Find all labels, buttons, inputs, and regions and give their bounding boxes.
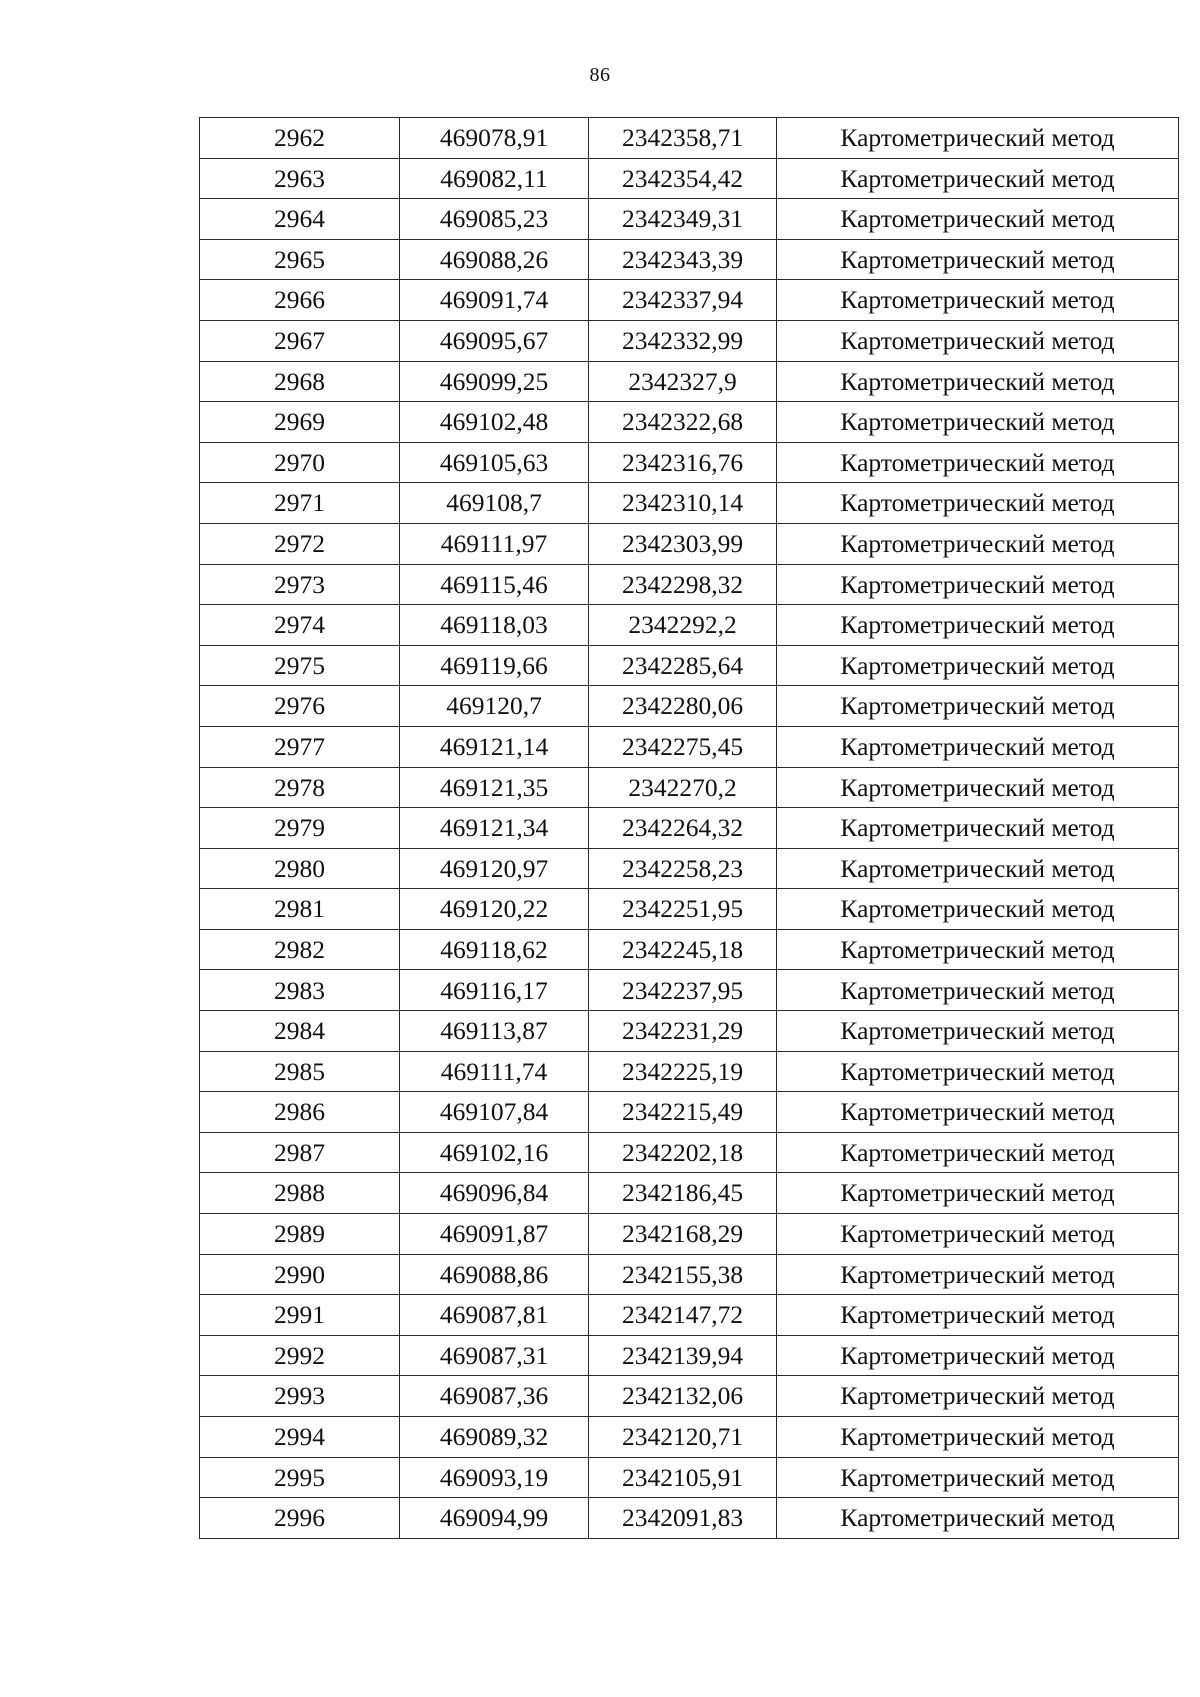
table-row <box>200 970 1179 1011</box>
table-row <box>200 1011 1179 1052</box>
point-number-cell: 2963 <box>200 158 400 199</box>
y-coordinate-cell: 2342310,14 <box>589 483 777 524</box>
point-number-cell: 2992 <box>200 1335 400 1376</box>
table-row <box>200 1173 1179 1214</box>
method-cell: Картометрический метод <box>777 1214 1179 1255</box>
point-number-cell: 2966 <box>200 280 400 321</box>
x-coordinate-cell: 469121,34 <box>400 808 589 849</box>
y-coordinate-cell: 2342275,45 <box>589 726 777 767</box>
point-number-cell: 2988 <box>200 1173 400 1214</box>
x-coordinate-cell: 469113,87 <box>400 1011 589 1052</box>
coordinates-table-body <box>200 118 1179 1539</box>
table-row <box>200 118 1179 159</box>
method-cell: Картометрический метод <box>777 320 1179 361</box>
table-row <box>200 848 1179 889</box>
point-number-cell: 2993 <box>200 1376 400 1417</box>
y-coordinate-cell: 2342202,18 <box>589 1132 777 1173</box>
point-number-cell: 2971 <box>200 483 400 524</box>
point-number-cell: 2994 <box>200 1417 400 1458</box>
point-number-cell: 2984 <box>200 1011 400 1052</box>
y-coordinate-cell: 2342132,06 <box>589 1376 777 1417</box>
method-cell: Картометрический метод <box>777 726 1179 767</box>
y-coordinate-cell: 2342120,71 <box>589 1417 777 1458</box>
method-cell: Картометрический метод <box>777 523 1179 564</box>
y-coordinate-cell: 2342251,95 <box>589 889 777 930</box>
point-number-cell: 2982 <box>200 929 400 970</box>
table-row <box>200 564 1179 605</box>
point-number-cell: 2972 <box>200 523 400 564</box>
table-row <box>200 605 1179 646</box>
method-cell: Картометрический метод <box>777 1254 1179 1295</box>
table-row <box>200 1457 1179 1498</box>
method-cell: Картометрический метод <box>777 239 1179 280</box>
x-coordinate-cell: 469107,84 <box>400 1092 589 1133</box>
y-coordinate-cell: 2342225,19 <box>589 1051 777 1092</box>
x-coordinate-cell: 469102,16 <box>400 1132 589 1173</box>
y-coordinate-cell: 2342264,32 <box>589 808 777 849</box>
y-coordinate-cell: 2342354,42 <box>589 158 777 199</box>
point-number-cell: 2968 <box>200 361 400 402</box>
y-coordinate-cell: 2342258,23 <box>589 848 777 889</box>
point-number-cell: 2964 <box>200 199 400 240</box>
method-cell: Картометрический метод <box>777 1295 1179 1336</box>
table-row <box>200 726 1179 767</box>
table-row <box>200 402 1179 443</box>
method-cell: Картометрический метод <box>777 483 1179 524</box>
table-row <box>200 158 1179 199</box>
x-coordinate-cell: 469089,32 <box>400 1417 589 1458</box>
method-cell: Картометрический метод <box>777 1092 1179 1133</box>
method-cell: Картометрический метод <box>777 808 1179 849</box>
x-coordinate-cell: 469096,84 <box>400 1173 589 1214</box>
table-row <box>200 483 1179 524</box>
y-coordinate-cell: 2342285,64 <box>589 645 777 686</box>
table-row <box>200 929 1179 970</box>
y-coordinate-cell: 2342155,38 <box>589 1254 777 1295</box>
x-coordinate-cell: 469082,11 <box>400 158 589 199</box>
point-number-cell: 2962 <box>200 118 400 159</box>
y-coordinate-cell: 2342091,83 <box>589 1498 777 1539</box>
x-coordinate-cell: 469116,17 <box>400 970 589 1011</box>
point-number-cell: 2978 <box>200 767 400 808</box>
y-coordinate-cell: 2342337,94 <box>589 280 777 321</box>
x-coordinate-cell: 469121,35 <box>400 767 589 808</box>
y-coordinate-cell: 2342332,99 <box>589 320 777 361</box>
method-cell: Картометрический метод <box>777 1173 1179 1214</box>
table-row <box>200 1214 1179 1255</box>
table-row <box>200 808 1179 849</box>
x-coordinate-cell: 469120,22 <box>400 889 589 930</box>
x-coordinate-cell: 469115,46 <box>400 564 589 605</box>
point-number-cell: 2996 <box>200 1498 400 1539</box>
table-row <box>200 686 1179 727</box>
x-coordinate-cell: 469111,97 <box>400 523 589 564</box>
method-cell: Картометрический метод <box>777 929 1179 970</box>
x-coordinate-cell: 469095,67 <box>400 320 589 361</box>
table-row <box>200 1417 1179 1458</box>
table-row <box>200 1132 1179 1173</box>
y-coordinate-cell: 2342303,99 <box>589 523 777 564</box>
x-coordinate-cell: 469111,74 <box>400 1051 589 1092</box>
table-row <box>200 523 1179 564</box>
y-coordinate-cell: 2342147,72 <box>589 1295 777 1336</box>
point-number-cell: 2985 <box>200 1051 400 1092</box>
x-coordinate-cell: 469119,66 <box>400 645 589 686</box>
x-coordinate-cell: 469087,31 <box>400 1335 589 1376</box>
x-coordinate-cell: 469094,99 <box>400 1498 589 1539</box>
method-cell: Картометрический метод <box>777 686 1179 727</box>
y-coordinate-cell: 2342105,91 <box>589 1457 777 1498</box>
x-coordinate-cell: 469087,36 <box>400 1376 589 1417</box>
method-cell: Картометрический метод <box>777 1011 1179 1052</box>
point-number-cell: 2967 <box>200 320 400 361</box>
x-coordinate-cell: 469118,62 <box>400 929 589 970</box>
method-cell: Картометрический метод <box>777 1051 1179 1092</box>
method-cell: Картометрический метод <box>777 1457 1179 1498</box>
method-cell: Картометрический метод <box>777 1335 1179 1376</box>
x-coordinate-cell: 469085,23 <box>400 199 589 240</box>
page-number: 86 <box>589 64 611 86</box>
y-coordinate-cell: 2342292,2 <box>589 605 777 646</box>
x-coordinate-cell: 469088,26 <box>400 239 589 280</box>
point-number-cell: 2989 <box>200 1214 400 1255</box>
point-number-cell: 2981 <box>200 889 400 930</box>
point-number-cell: 2991 <box>200 1295 400 1336</box>
y-coordinate-cell: 2342237,95 <box>589 970 777 1011</box>
coordinates-table <box>199 117 1179 1539</box>
y-coordinate-cell: 2342215,49 <box>589 1092 777 1133</box>
point-number-cell: 2976 <box>200 686 400 727</box>
table-row <box>200 1376 1179 1417</box>
x-coordinate-cell: 469120,7 <box>400 686 589 727</box>
table-row <box>200 199 1179 240</box>
method-cell: Картометрический метод <box>777 889 1179 930</box>
method-cell: Картометрический метод <box>777 199 1179 240</box>
x-coordinate-cell: 469078,91 <box>400 118 589 159</box>
x-coordinate-cell: 469087,81 <box>400 1295 589 1336</box>
x-coordinate-cell: 469093,19 <box>400 1457 589 1498</box>
y-coordinate-cell: 2342245,18 <box>589 929 777 970</box>
point-number-cell: 2979 <box>200 808 400 849</box>
y-coordinate-cell: 2342358,71 <box>589 118 777 159</box>
y-coordinate-cell: 2342322,68 <box>589 402 777 443</box>
x-coordinate-cell: 469108,7 <box>400 483 589 524</box>
table-row <box>200 1092 1179 1133</box>
method-cell: Картометрический метод <box>777 280 1179 321</box>
table-row <box>200 442 1179 483</box>
point-number-cell: 2986 <box>200 1092 400 1133</box>
y-coordinate-cell: 2342298,32 <box>589 564 777 605</box>
x-coordinate-cell: 469091,87 <box>400 1214 589 1255</box>
point-number-cell: 2990 <box>200 1254 400 1295</box>
point-number-cell: 2974 <box>200 605 400 646</box>
x-coordinate-cell: 469102,48 <box>400 402 589 443</box>
point-number-cell: 2970 <box>200 442 400 483</box>
table-row <box>200 361 1179 402</box>
table-row <box>200 280 1179 321</box>
table-row <box>200 1051 1179 1092</box>
point-number-cell: 2980 <box>200 848 400 889</box>
y-coordinate-cell: 2342349,31 <box>589 199 777 240</box>
table-row <box>200 1498 1179 1539</box>
x-coordinate-cell: 469120,97 <box>400 848 589 889</box>
x-coordinate-cell: 469099,25 <box>400 361 589 402</box>
y-coordinate-cell: 2342231,29 <box>589 1011 777 1052</box>
y-coordinate-cell: 2342139,94 <box>589 1335 777 1376</box>
y-coordinate-cell: 2342316,76 <box>589 442 777 483</box>
method-cell: Картометрический метод <box>777 767 1179 808</box>
point-number-cell: 2969 <box>200 402 400 443</box>
method-cell: Картометрический метод <box>777 158 1179 199</box>
x-coordinate-cell: 469105,63 <box>400 442 589 483</box>
x-coordinate-cell: 469091,74 <box>400 280 589 321</box>
table-row <box>200 1295 1179 1336</box>
point-number-cell: 2987 <box>200 1132 400 1173</box>
method-cell: Картометрический метод <box>777 1417 1179 1458</box>
y-coordinate-cell: 2342186,45 <box>589 1173 777 1214</box>
y-coordinate-cell: 2342280,06 <box>589 686 777 727</box>
table-row <box>200 320 1179 361</box>
method-cell: Картометрический метод <box>777 645 1179 686</box>
method-cell: Картометрический метод <box>777 118 1179 159</box>
x-coordinate-cell: 469118,03 <box>400 605 589 646</box>
table-row <box>200 239 1179 280</box>
method-cell: Картометрический метод <box>777 970 1179 1011</box>
method-cell: Картометрический метод <box>777 848 1179 889</box>
x-coordinate-cell: 469088,86 <box>400 1254 589 1295</box>
method-cell: Картометрический метод <box>777 1376 1179 1417</box>
method-cell: Картометрический метод <box>777 564 1179 605</box>
point-number-cell: 2973 <box>200 564 400 605</box>
method-cell: Картометрический метод <box>777 442 1179 483</box>
table-row <box>200 889 1179 930</box>
point-number-cell: 2977 <box>200 726 400 767</box>
method-cell: Картометрический метод <box>777 402 1179 443</box>
point-number-cell: 2965 <box>200 239 400 280</box>
method-cell: Картометрический метод <box>777 361 1179 402</box>
table-row <box>200 767 1179 808</box>
y-coordinate-cell: 2342327,9 <box>589 361 777 402</box>
method-cell: Картометрический метод <box>777 605 1179 646</box>
x-coordinate-cell: 469121,14 <box>400 726 589 767</box>
point-number-cell: 2983 <box>200 970 400 1011</box>
point-number-cell: 2975 <box>200 645 400 686</box>
method-cell: Картометрический метод <box>777 1498 1179 1539</box>
method-cell: Картометрический метод <box>777 1132 1179 1173</box>
table-row <box>200 1254 1179 1295</box>
y-coordinate-cell: 2342270,2 <box>589 767 777 808</box>
point-number-cell: 2995 <box>200 1457 400 1498</box>
y-coordinate-cell: 2342343,39 <box>589 239 777 280</box>
y-coordinate-cell: 2342168,29 <box>589 1214 777 1255</box>
table-row <box>200 1335 1179 1376</box>
table-row <box>200 645 1179 686</box>
